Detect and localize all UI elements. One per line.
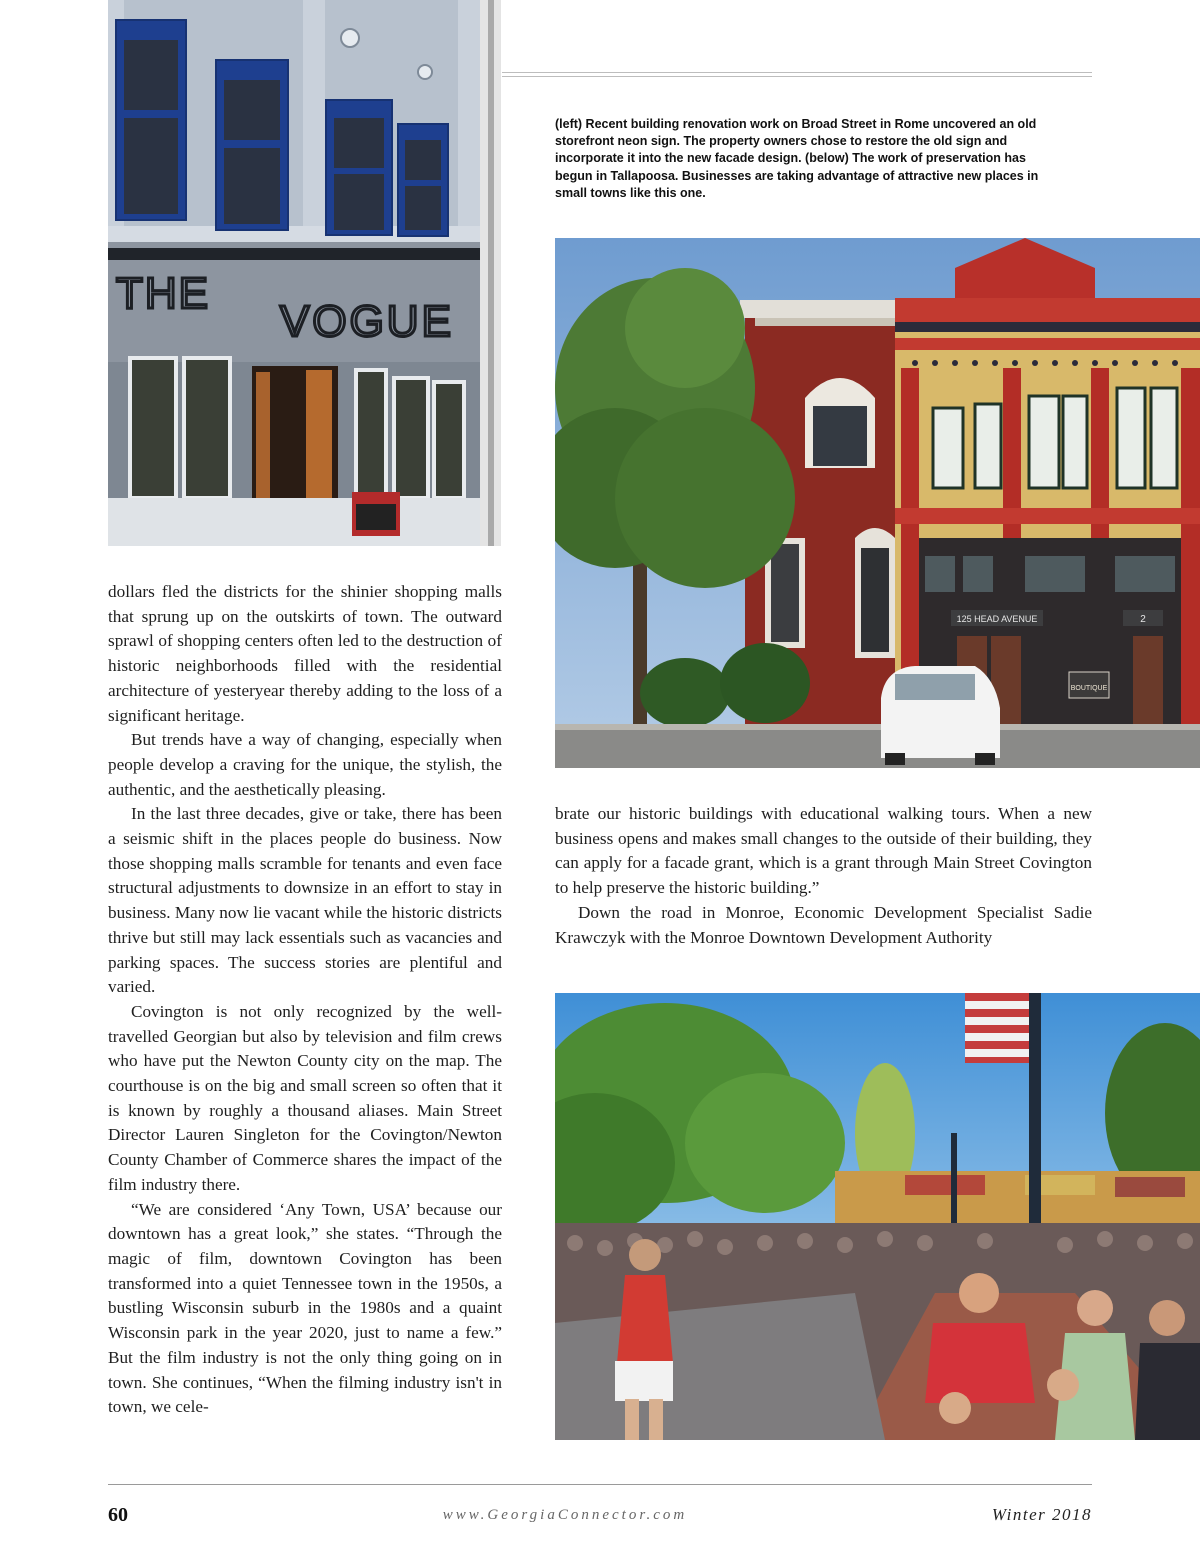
paragraph: brate our historic buildings with educational walking tours. When a new business opens and makes small changes to the outside of their building, they can apply for a facade grant, which is a grant through Main Street Covington to help preserve the historic building.”: [555, 804, 1092, 898]
article-left-column: [108, 580, 502, 1420]
paragraph: Covington is not only recognized by the well-travelled Georgian but also by television and film crews who have put the Newton County city on the map. The courthouse is on the big and small screen so often that it is known by roughly a thousand aliases. Main Street Director Lauren Singleton for the Covington/Newton County Chamber of Commerce shares the impact of the film industry there.: [108, 1001, 502, 1194]
top-rule-second: [502, 76, 1092, 77]
vogue-sign-the: THE: [116, 269, 210, 318]
paragraph: Down the road in Monroe, Economic Development Specialist Sadie Krawczyk with the Monroe Downtown Development Authority: [555, 902, 1092, 947]
photo-tallapoosa-storefronts: [555, 238, 1200, 768]
paragraph: dollars fled the districts for the shinier shopping malls that sprung up on the outskirts of town. The outward sprawl of shopping centers often led to the destruction of historic neighborhoods filled with the residential architecture of yesteryear thereby adding to the loss of a significant heritage.: [108, 582, 502, 725]
photo-caption: (left) Recent building renovation work on Broad Street in Rome uncovered an old storefront neon sign. The property owners chose to restore the old sign and incorporate it into the new facade design. (below) The work of preservation has begun in Tallapoosa. Businesses are taking advantage of attractive new places in small towns like this one.: [555, 117, 1039, 200]
storefront-door-number: 2: [1140, 614, 1146, 625]
boutique-sign: BOUTIQUE: [1070, 685, 1108, 692]
page-number: 60: [108, 1504, 128, 1526]
vogue-sign-vogue: VOGUE: [280, 297, 454, 346]
paragraph: In the last three decades, give or take, there has been a seismic shift in the places people do business. Now those shopping malls scramble for tenants and even face structural adjustments to downsize in an effort to stay in business. Many now lie vacant while the historic districts thrive but still may lack essentials such as vacancies and parking spaces. The success stories are plentiful and varied.: [108, 804, 502, 997]
paragraph: But trends have a way of changing, especially when people develop a craving for the unique, the stylish, the authentic, and the aesthetically pleasing.: [108, 730, 502, 799]
paragraph: “We are considered ‘Any Town, USA’ because our downtown has a great look,” she states. “Through the magic of film, downtown Covington has been transformed into a quiet Tennessee town in the 1950s, a bustling Wisconsin suburb in the 1980s and a quaint Wisconsin park in the year 2020, just to name a few.” But the film industry is not the only thing going on in town. She continues, “When the filming industry isn't in town, we cele-: [108, 1199, 502, 1417]
storefront-address-sign: 125 HEAD AVENUE: [956, 614, 1038, 624]
photo-monroe-downtown-crowd: [555, 993, 1200, 1440]
footer-rule: [108, 1484, 1092, 1485]
article-right-column: [555, 802, 1092, 950]
top-rule: [502, 72, 1092, 73]
website-url: www.GeorgiaConnector.com: [442, 1507, 688, 1523]
photo-the-vogue-building: [108, 0, 501, 546]
issue-date: Winter 2018: [991, 1505, 1092, 1524]
